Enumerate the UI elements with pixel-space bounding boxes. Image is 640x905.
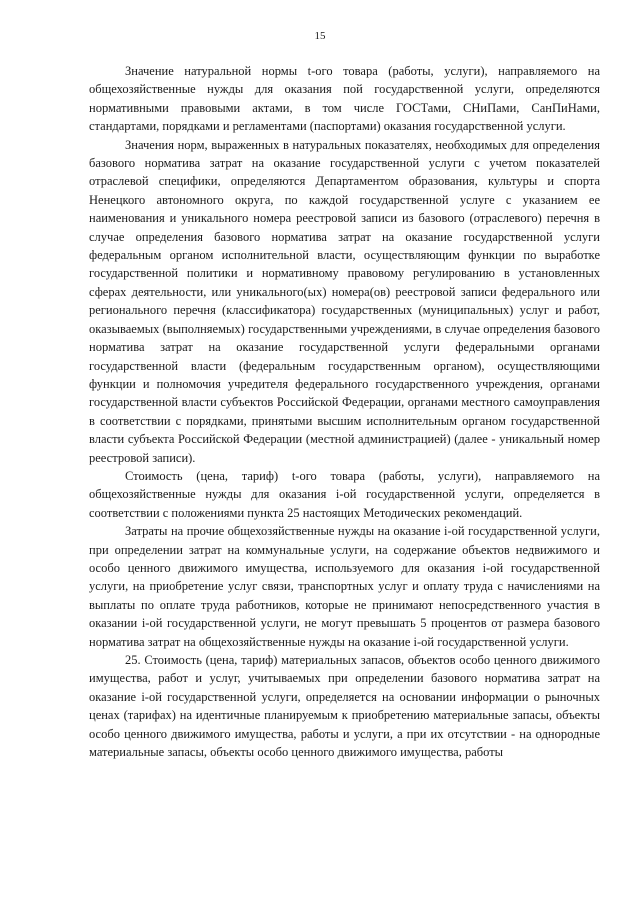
paragraph-other-general-costs: Затраты на прочие общехозяйственные нужды на оказание i-ой государственной услуги, при определении затрат на коммунальные услуги, на содержание объектов недвижимого и особо ценного движимого имущества, используемого для оказания i-ой государственной услуги, на приобретение услуг связи, транспортных услуг и оплату труда с начислениями на выплаты по оплате труда работников, которые не принимают непосредственного участия в оказании i-ой государственной услуги, не могут превышать 5 процентов от размера базового норматива затрат на общехозяйственные нужды на оказание i-ой государственной услуги. — [89, 524, 600, 649]
paragraph-cost-price-tariff: Стоимость (цена, тариф) t-ого товара (работы, услуги), направляемого на общехозяйственные нужды для оказания i-ой государственной услуги, определяется в соответствии с положениями пункта 25 настоящих Методических рекомендаций. — [89, 468, 600, 520]
page-number: 15 — [314, 30, 326, 42]
paragraph-norm-values-definition: Значения норм, выраженных в натуральных показателях, необходимых для определения базового норматива затрат на оказание государственной услуги с учетом показателей отраслевой специфики, определяются Департаментом образования, культуры и спорта Ненецкого автономного округа, по каждой государственной услуге с указанием ее наименования и уникального номера реестровой записи из базового (отраслевого) перечня в случае определения базового норматива затрат на оказание государственной услуги федеральным органом исполнительной власти, осуществляющим функции по выработке государственной политики и нормативному правовому регулированию в установленных сферах деятельности, или уникального(ых) номера(ов) реестровой записи федерального или регионального перечня (классификатора) государственных (муниципальных) услуг и работ, оказываемых (выполняемых) государственными учреждениями, в случае определения базового норматива затрат на оказание государственной услуги федеральными органами государственной власти (федеральным государственным органом), осуществляющими функции и полномочия учредителя федерального государственного учреждения, органами государственной власти субъектов Российской Федерации, органами местного самоуправления в соответствии с порядками, принятыми высшим исполнительным органом государственной власти субъекта Российской Федерации (местной администрацией) (далее - уникальный номер реестровой записи). — [89, 137, 600, 465]
paragraph-item-25: 25. Стоимость (цена, тариф) материальных запасов, объектов особо ценного движимого имущества, работ и услуг, учитываемых при определении базового норматива затрат на оказание i-ой государственной услуги, определяется на основании информации о рыночных ценах (тарифах) на идентичные планируемым к приобретению материальные запасы, объекты особо ценного движимого имущества, работы и услуги, а при их отсутствии - на однородные материальные запасы, объекты особо ценного движимого имущества, работы — [89, 653, 600, 760]
paragraph-natural-norm-value: Значение натуральной нормы t-ого товара (работы, услуги), направляемого на общехозяйственные нужды для оказания пой государственной услуги, определяются нормативными правовыми актами, в том числе ГОСТами, СНиПами, СанПиНами, стандартами, порядками и регламентами (паспортами) оказания государственной услуги. — [89, 64, 600, 134]
document-body — [89, 62, 600, 761]
